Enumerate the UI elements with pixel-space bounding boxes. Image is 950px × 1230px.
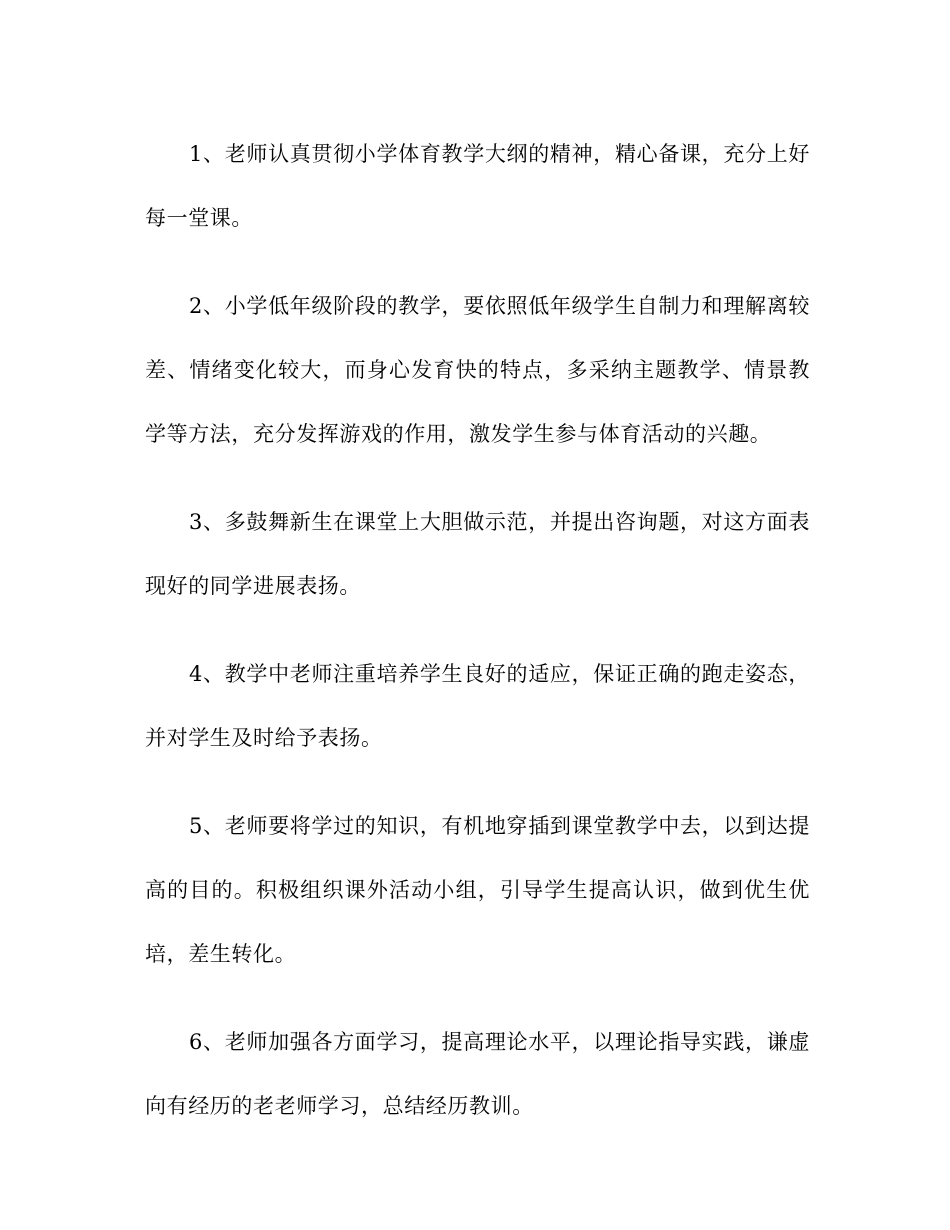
paragraph-3: 3、多鼓舞新生在课堂上大胆做示范，并提出咨询题，对这方面表现好的同学进展表扬。 xyxy=(145,510,810,598)
paragraph-5: 5、老师要将学过的知识，有机地穿插到课堂教学中去，以到达提高的目的。积极组织课外活动小组，引导学生提高认识，做到优生优培，差生转化。 xyxy=(145,814,810,966)
paragraph-6: 6、老师加强各方面学习，提高理论水平，以理论指导实践，谦虚向有经历的老老师学习，总结经历教训。 xyxy=(145,1030,810,1118)
paragraph-4: 4、教学中老师注重培养学生良好的适应，保证正确的跑走姿态，并对学生及时给予表扬。 xyxy=(145,662,810,750)
document-body xyxy=(145,122,810,1162)
paragraph-1: 1、老师认真贯彻小学体育教学大纲的精神，精心备课，充分上好每一堂课。 xyxy=(145,142,810,230)
paragraph-2: 2、小学低年级阶段的教学，要依照低年级学生自制力和理解离较差、情绪变化较大，而身心发育快的特点，多采纳主题教学、情景教学等方法，充分发挥游戏的作用，激发学生参与体育活动的兴趣。 xyxy=(145,294,810,446)
